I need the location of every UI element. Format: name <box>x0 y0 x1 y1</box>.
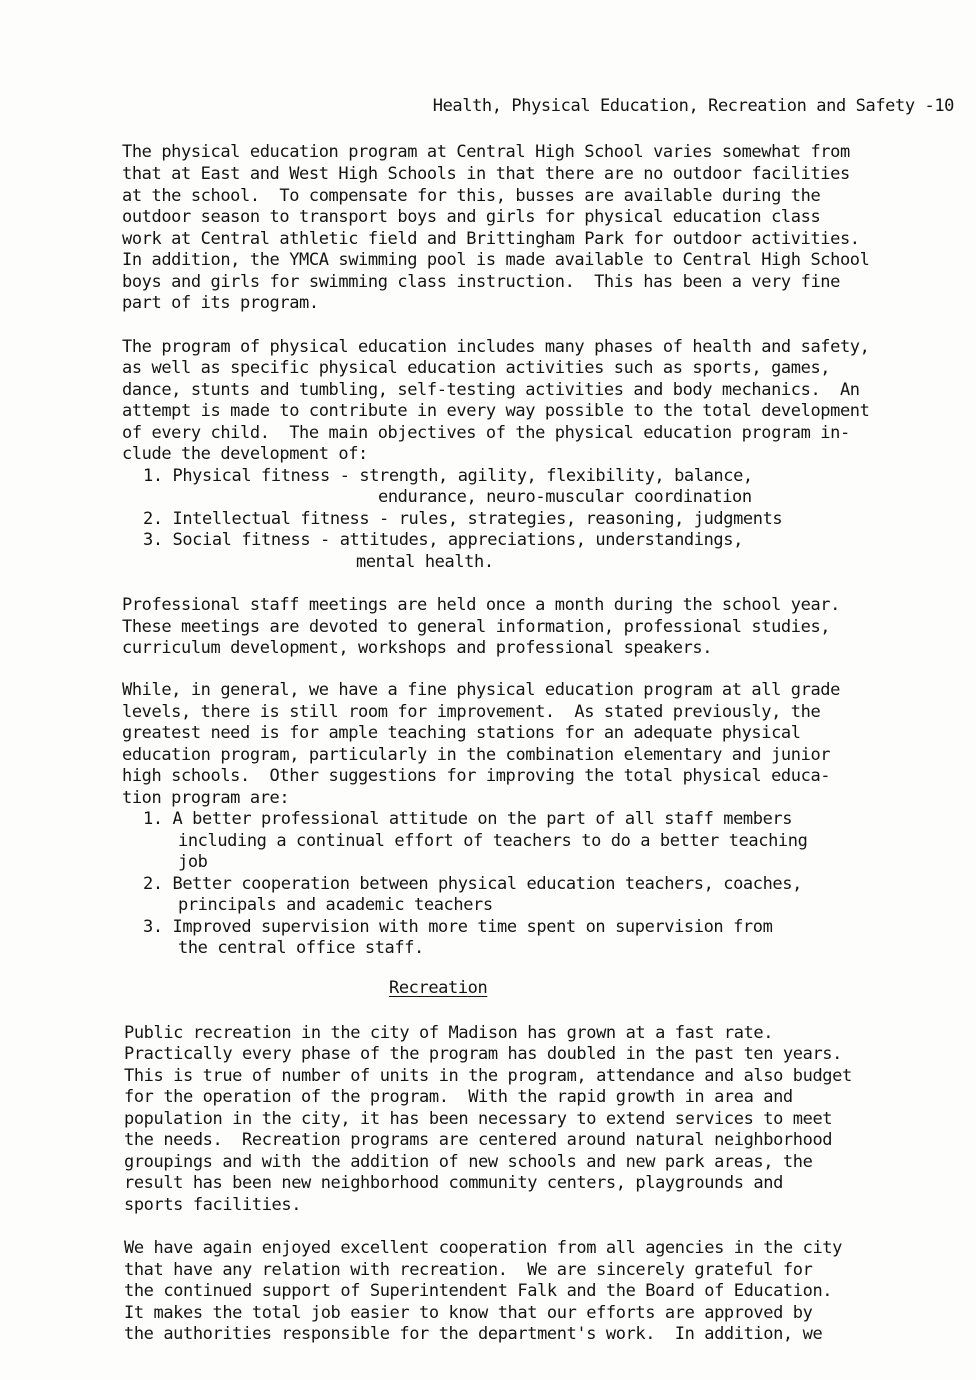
paragraph-6-line: It makes the total job easier to know that our efforts are approved by <box>124 1303 813 1323</box>
suggestion-item: 1. A better professional attitude on the part of all staff members <box>143 809 793 829</box>
paragraph-4-line: high schools. Other suggestions for improving the total physical educa- <box>122 766 831 786</box>
paragraph-5-line: result has been new neighborhood community centers, playgrounds and <box>124 1173 783 1193</box>
paragraph-1-line: In addition, the YMCA swimming pool is made available to Central High School <box>122 250 870 270</box>
paragraph-4-line: levels, there is still room for improvement. As stated previously, the <box>122 702 821 722</box>
paragraph-1-line: at the school. To compensate for this, busses are available during the <box>122 186 821 206</box>
suggestion-item-continuation: including a continual effort of teachers to do a better teaching <box>178 831 808 851</box>
paragraph-2-line: as well as specific physical education activities such as sports, games, <box>122 358 831 378</box>
paragraph-1-line: The physical education program at Central High School varies somewhat from <box>122 142 850 162</box>
paragraph-3-line: Professional staff meetings are held once a month during the school year. <box>122 595 840 615</box>
recreation-heading: Recreation <box>389 978 488 998</box>
objective-item: 1. Physical fitness - strength, agility, flexibility, balance, <box>143 466 753 486</box>
objective-item: 2. Intellectual fitness - rules, strategies, reasoning, judgments <box>143 509 783 529</box>
paragraph-2-line: of every child. The main objectives of the physical education program in- <box>122 423 850 443</box>
paragraph-2-line: attempt is made to contribute in every way possible to the total development <box>122 401 870 421</box>
suggestion-item-continuation: principals and academic teachers <box>178 895 493 915</box>
objective-item: 3. Social fitness - attitudes, appreciations, understandings, <box>143 530 743 550</box>
suggestion-item-continuation: the central office staff. <box>178 938 424 958</box>
paragraph-6-line: We have again enjoyed excellent cooperation from all agencies in the city <box>124 1238 842 1258</box>
paragraph-5-line: for the operation of the program. With the rapid growth in area and <box>124 1087 793 1107</box>
suggestion-item-continuation: job <box>178 852 208 872</box>
suggestion-item: 3. Improved supervision with more time spent on supervision from <box>143 917 773 937</box>
paragraph-6-line: the authorities responsible for the department's work. In addition, we <box>124 1324 823 1344</box>
paragraph-6-line: the continued support of Superintendent Falk and the Board of Education. <box>124 1281 833 1301</box>
paragraph-5-line: groupings and with the addition of new schools and new park areas, the <box>124 1152 813 1172</box>
paragraph-2-line: clude the development of: <box>122 444 368 464</box>
paragraph-4-line: While, in general, we have a fine physical education program at all grade <box>122 680 840 700</box>
paragraph-1-line: boys and girls for swimming class instruction. This has been a very fine <box>122 272 840 292</box>
paragraph-5-line: sports facilities. <box>124 1195 302 1215</box>
paragraph-5-line: the needs. Recreation programs are centered around natural neighborhood <box>124 1130 833 1150</box>
paragraph-4-line: greatest need is for ample teaching stations for an adequate physical <box>122 723 801 743</box>
paragraph-5-line: population in the city, it has been necessary to extend services to meet <box>124 1109 833 1129</box>
paragraph-1-line: part of its program. <box>122 293 319 313</box>
suggestion-item: 2. Better cooperation between physical education teachers, coaches, <box>143 874 802 894</box>
paragraph-2-line: The program of physical education includes many phases of health and safety, <box>122 337 870 357</box>
paragraph-3-line: curriculum development, workshops and professional speakers. <box>122 638 713 658</box>
paragraph-2-line: dance, stunts and tumbling, self-testing activities and body mechanics. An <box>122 380 860 400</box>
paragraph-4-line: education program, particularly in the combination elementary and junior <box>122 745 831 765</box>
paragraph-5-line: This is true of number of units in the program, attendance and also budget <box>124 1066 852 1086</box>
paragraph-6-line: that have any relation with recreation. We are sincerely grateful for <box>124 1260 813 1280</box>
paragraph-1-line: outdoor season to transport boys and girls for physical education class <box>122 207 821 227</box>
paragraph-5-line: Public recreation in the city of Madison has grown at a fast rate. <box>124 1023 774 1043</box>
paragraph-3-line: These meetings are devoted to general information, professional studies, <box>122 617 831 637</box>
objective-item-continuation: mental health. <box>356 552 494 572</box>
paragraph-1-line: work at Central athletic field and Brittingham Park for outdoor activities. <box>122 229 860 249</box>
running-header: Health, Physical Education, Recreation and Safety -10 <box>432 96 954 116</box>
paragraph-4-line: tion program are: <box>122 788 290 808</box>
paragraph-1-line: that at East and West High Schools in that there are no outdoor facilities <box>122 164 850 184</box>
objective-item-continuation: endurance, neuro-muscular coordination <box>378 487 752 507</box>
paragraph-5-line: Practically every phase of the program has doubled in the past ten years. <box>124 1044 842 1064</box>
